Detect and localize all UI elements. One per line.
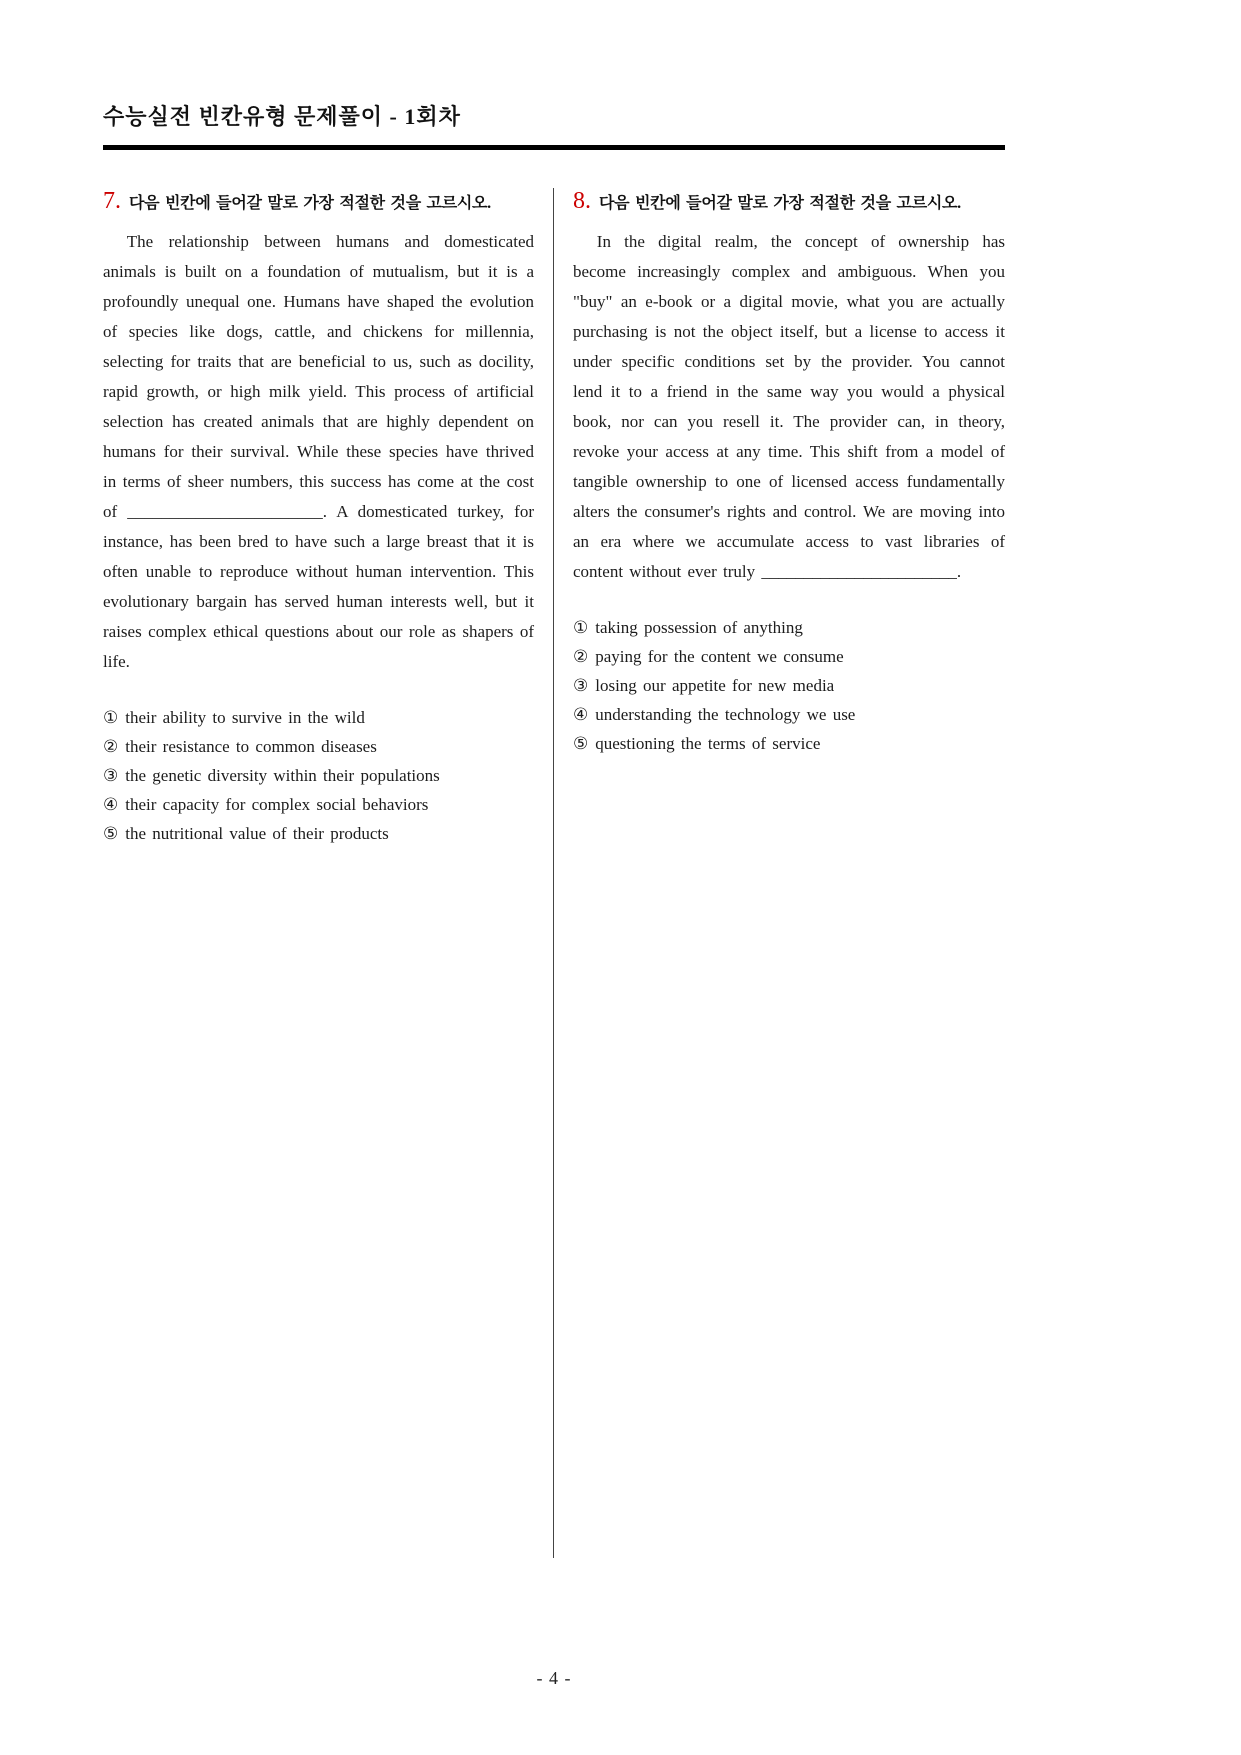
question-8-prompt: 다음 빈칸에 들어갈 말로 가장 적절한 것을 고르시오.: [599, 195, 961, 212]
choice-item: [573, 642, 1005, 671]
question-7: [103, 188, 534, 848]
choice-marker: ⑤: [573, 734, 589, 753]
header-title: 수능실전 빈칸유형 문제풀이 - 1회차: [103, 104, 461, 129]
choice-text: understanding the technology we use: [595, 705, 856, 724]
question-7-prompt: 다음 빈칸에 들어갈 말로 가장 적절한 것을 고르시오.: [129, 195, 491, 212]
choice-marker: ①: [103, 708, 119, 727]
header-rule: [103, 145, 1005, 150]
question-7-passage: The relationship between humans and domesticated animals is built on a foundation of mutualism, but it is a profoundly unequal one. Humans have shaped the evolution of species like dogs, cattle, and chickens for millennia, selecting for traits that are beneficial to us, such as docility, rapid growth, or high milk yield. This process of artificial selection has created animals that are highly dependent on humans for their survival. While these species have thrived in terms of sheer numbers, this success has come at the cost of _______________________. A domesticated turkey, for instance, has been bred to have such a large breast that it is often unable to reproduce without human intervention. This evolutionary bargain has served human interests well, but it raises complex ethical questions about our role as shapers of life.: [103, 232, 534, 671]
choice-text: their capacity for complex social behaviors: [125, 795, 429, 814]
choice-text: the nutritional value of their products: [125, 824, 389, 843]
choice-item: [103, 732, 534, 761]
choice-marker: ③: [103, 766, 119, 785]
choice-item: [573, 613, 1005, 642]
choice-marker: ①: [573, 618, 589, 637]
column-right: [554, 188, 1005, 1558]
choice-text: paying for the content we consume: [595, 647, 844, 666]
choice-marker: ④: [573, 705, 589, 724]
question-8-header: [573, 188, 1005, 215]
question-8-choices: [573, 613, 1005, 758]
choice-marker: ⑤: [103, 824, 119, 843]
choice-marker: ②: [573, 647, 589, 666]
choice-item: [103, 790, 534, 819]
choice-text: questioning the terms of service: [595, 734, 821, 753]
choice-item: [103, 761, 534, 790]
choice-item: [573, 671, 1005, 700]
question-8: [573, 188, 1005, 758]
choice-marker: ③: [573, 676, 589, 695]
choice-item: [103, 703, 534, 732]
question-7-header: [103, 188, 534, 215]
choice-marker: ②: [103, 737, 119, 756]
choice-text: taking possession of anything: [595, 618, 803, 637]
choice-text: losing our appetite for new media: [595, 676, 835, 695]
column-left: [103, 188, 554, 1558]
choice-text: their resistance to common diseases: [125, 737, 377, 756]
choice-item: [573, 729, 1005, 758]
choice-text: the genetic diversity within their populations: [125, 766, 440, 785]
choice-item: [573, 700, 1005, 729]
choice-item: [103, 819, 534, 848]
question-7-number: 7.: [103, 188, 121, 214]
page-header: [103, 100, 1005, 150]
page-number: - 4 -: [536, 1668, 572, 1688]
question-8-number: 8.: [573, 188, 591, 214]
choice-marker: ④: [103, 795, 119, 814]
question-8-passage: In the digital realm, the concept of ownership has become increasingly complex and ambiguous. When you "buy" an e-book or a digital movie, what you are actually purchasing is not the object itself, but a license to access it under specific conditions set by the provider. You cannot lend it to a friend in the same way you would a physical book, nor can you resell it. The provider can, in theory, revoke your access at any time. This shift from a model of tangible ownership to one of licensed access fundamentally alters the consumer's rights and control. We are moving into an era where we accumulate access to vast libraries of content without ever truly _______________________.: [573, 232, 1005, 581]
question-7-choices: [103, 703, 534, 848]
choice-text: their ability to survive in the wild: [125, 708, 365, 727]
two-column-layout: [103, 188, 1005, 1558]
